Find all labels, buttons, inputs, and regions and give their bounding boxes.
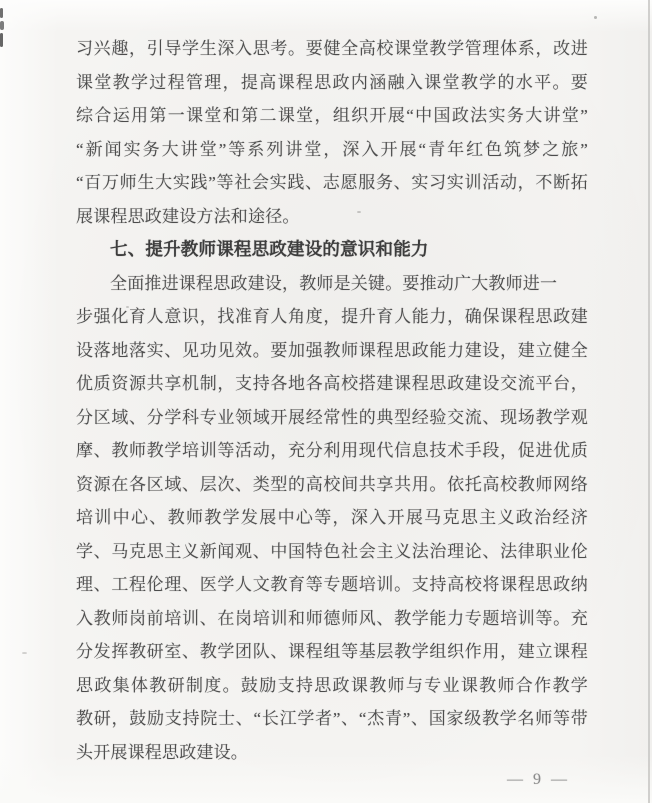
text-line: 培训中心、教师教学发展中心等，深入开展马克思主义政治经济: [76, 508, 588, 527]
text-line: 摩、教师教学培训等活动，充分利用现代信息技术手段，促进优质: [76, 441, 588, 460]
text-line: 理、工程伦理、医学人文教育等专题培训。支持高校将课程思政纳: [76, 575, 588, 594]
scan-artifact-mark: [0, 33, 3, 47]
text-line: 资源在各区域、层次、类型的高校间共享共用。依托高校教师网络: [76, 474, 588, 494]
text-line: 优质资源共享机制，支持各地各高校搭建课程思政建设交流平台，: [76, 374, 588, 393]
text-line: 头开展课程思政建设。: [76, 742, 248, 762]
text-line: 分发挥教研室、教学团队、课程组等基层教学组织作用，建立课程: [76, 642, 588, 661]
scan-speck: [594, 16, 597, 19]
text-line: “新闻实务大讲堂”等系列讲堂，深入开展“青年红色筑梦之旅”: [76, 139, 588, 159]
text-line: 入教师岗前培训、在岗培训和师德师风、教学能力专题培训等。充: [76, 608, 588, 628]
text-line: 教研，鼓励支持院士、“长江学者”、“杰青”、国家级教学名师等带: [76, 709, 588, 728]
text-line: 步强化育人意识，找准育人角度，提升育人能力，确保课程思政建: [76, 307, 588, 326]
page-number: — 9 —: [507, 771, 570, 788]
section-heading: 七、提升教师课程思政建设的意识和能力: [110, 239, 429, 259]
text-line: 设落地落实、见功见效。要加强教师课程思政能力建设，建立健全: [76, 340, 588, 360]
text-line: 全面推进课程思政建设，教师是关键。要推动广大教师进一: [110, 273, 558, 293]
text-line: “百万师生大实践”等社会实践、志愿服务、实习实训活动，不断拓: [76, 173, 588, 192]
page-edge-scan-line: [648, 0, 650, 803]
scan-artifact-mark: [0, 8, 3, 18]
text-line: 课堂教学过程管理，提高课程思政内涵融入课堂教学的水平。要: [76, 72, 588, 92]
text-line: 展课程思政建设方法和途径。: [76, 206, 300, 226]
scan-speck: [22, 652, 27, 654]
text-line: 学、马克思主义新闻观、中国特色社会主义法治理论、法律职业伦: [76, 541, 588, 561]
text-line: 综合运用第一课堂和第二课堂，组织开展“中国政法实务大讲堂”: [76, 106, 588, 125]
text-line: 思政集体教研制度。鼓励支持思政课教师与专业课教师合作教学: [76, 675, 588, 695]
document-body: [76, 32, 588, 769]
text-line: 习兴趣，引导学生深入思考。要健全高校课堂教学管理体系，改进: [76, 39, 588, 58]
text-line: 分区域、分学科专业领域开展经常性的典型经验交流、现场教学观: [76, 407, 588, 427]
scan-artifact-mark: [0, 21, 4, 30]
